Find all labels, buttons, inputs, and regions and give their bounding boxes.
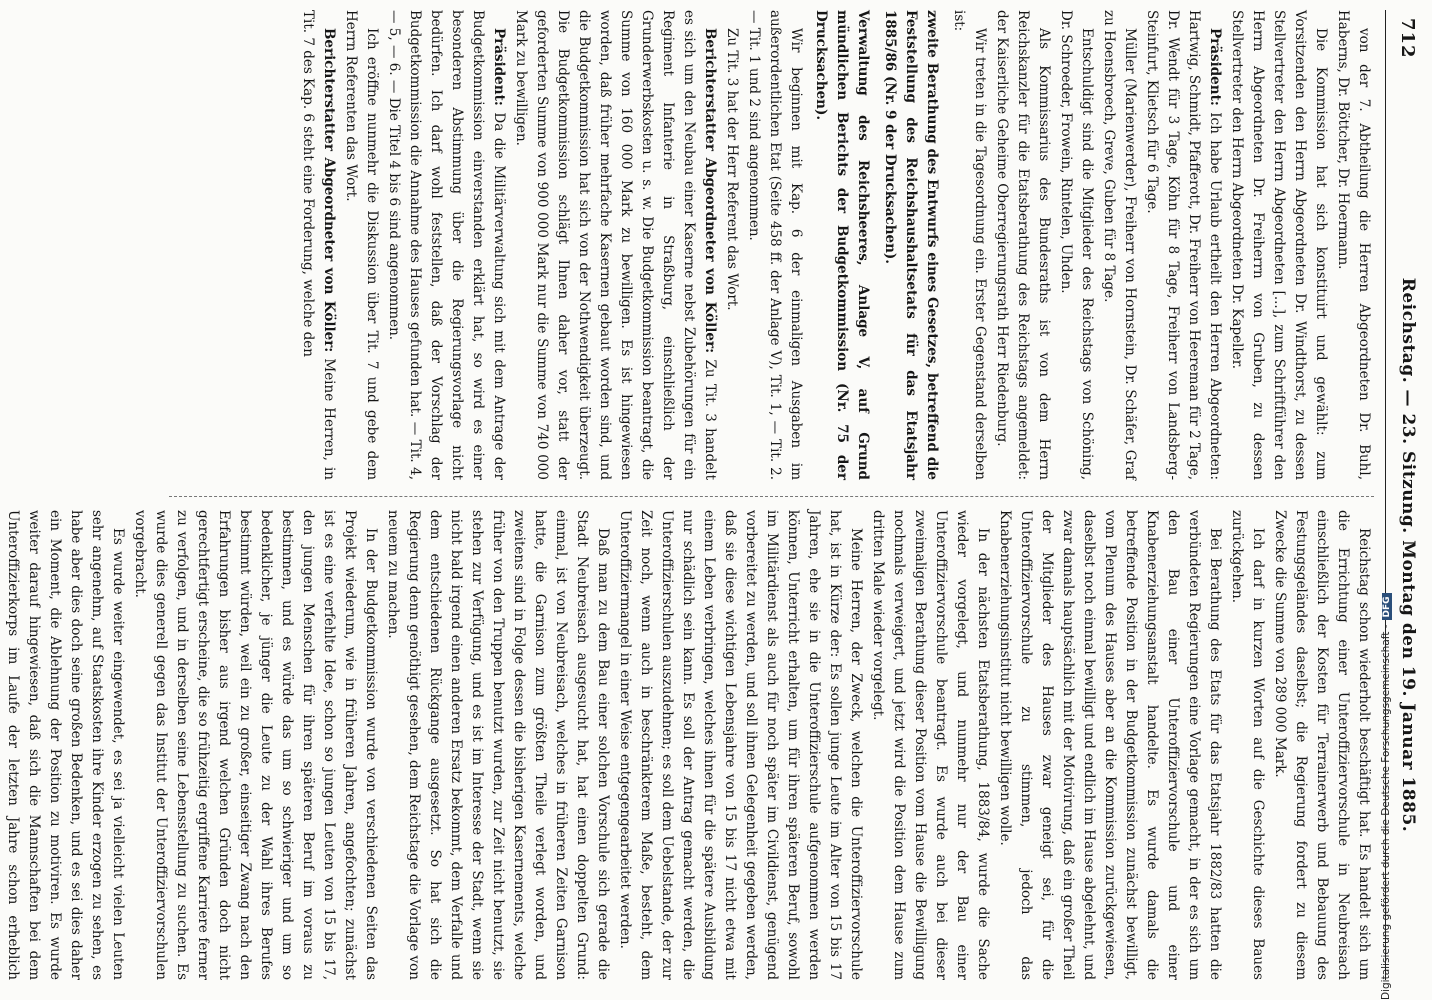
paragraph-text: Ich habe Urlaub ertheilt den Herren Abgeordneten: Hartwig, Schmidt, Pfafferott, Dr. Freiherr von Heereman für 2 Tage, Dr. Wendt für 3 Tage, Köhn für 8 Tage, Freiherr von Landsberg-Steinfurt, Klietsch für 6 Tage. (1144, 10, 1223, 480)
paragraph-text: Zu Tit. 3 hat der Herr Referent das Wort. (724, 28, 740, 311)
paragraph-text: Wir beginnen mit Kap. 6 der einmaligen Ausgaben im außerordentlichen Etat (Seite 458 ff. der Anlage V), Tit. 1, — Tit. 2. — Tit. 1 und 2 sind angenommen. (746, 10, 804, 480)
digitization-credit (1380, 593, 1392, 1000)
paragraph-text: Da die Militärverwaltung sich mit dem Antrage der Budgetkommission einverstanden erklärt hat, so wird es einer besonderen Abstimmung über die Regierungsvorlage nicht bedürfen. Ich darf wohl feststellen, daß der Vorschlag der Budgetkommission die Annahme des Hauses gefunden hat. — Tit. 4, — 5, — 6. — Die Titel 4 bis 6 sind angenommen. (386, 10, 507, 481)
speaker-name: Berichterstatter Abgeordneter von Köller: (702, 28, 718, 354)
paragraph-text: Zu Tit. 3 handelt es sich um den Neubau einer Kaserne nebst Zubehörungen für ein Regiment Infanterie in Straßburg, einschließlich der Grunderwerbskosten u. s. w. Die Budgetkommission beantragt, die Summe von 160 000 Mark zu bewilligen. Es ist hingewiesen worden, daß früher mehrfache Kasernen gebaut worden sind, und die Budgetkommission hat sich von der Nothwendigkeit überzeugt. Die Budgetkommission schlägt Ihnen daher vor, statt der geforderten Summe von 900 000 Mark nur die Summe von 740 000 Mark zu bewilligen. (513, 10, 718, 480)
speaker-name: Präsident: (1207, 28, 1223, 106)
running-header: Reichstag. — 23. Sitzung. Montag den 19. Januar 1885. (1398, 277, 1418, 833)
paragraph-text: Bei Berathung des Etats für das Etatsjahr 1882/83 hatten die verbündeten Regierungen eine Vorlage gemacht, in der es sich um den Bau einer Unteroffiziervorschule und einer Knabenerziehungsanstalt handelte. Es wurde damals die betreffende Position in der Budgetkommission zunächst bewilligt, vom Plenum des Hauses aber an die Kommission zurückgewiesen, daselbst noch einmal bewilligt und endlich im Hause abgelehnt, und zwar damals hauptsächlich mit der Motivirung, daß ein großer Theil der Mitglieder des Hauses zwar geneigt sei, für die Unteroffiziervorschule zu stimmen, jedoch das Knabenerziehungsinstitut nicht bewilligen wolle. (997, 510, 1223, 980)
paragraph (510, 10, 720, 480)
paragraph (382, 510, 613, 980)
text-column-right (5, 510, 1374, 980)
paragraph (994, 510, 1225, 980)
column-divider (169, 496, 1374, 497)
paragraph (1141, 10, 1225, 480)
paragraph (991, 10, 1054, 480)
paragraph (1098, 10, 1140, 480)
paragraph (1269, 510, 1374, 980)
rotated-page-frame (5, 0, 1426, 1000)
section-heading: zweite Berathung des Entwurfs eines Gesetzes, betreffend die Feststellung des Reichshaushaltsetats für das Etatsjahr 1885/86 (Nr. 9 der Drucksachen). (882, 10, 940, 480)
speaker-name: Berichterstatter Abgeordneter von Köller: (321, 28, 337, 353)
paragraph-text: Müller (Marienwerder), Freiherr von Hornstein, Dr. Schäfer, Graf zu Hoensbroech, Greve, Guben für 8 Tage. (1101, 10, 1138, 480)
paragraph-text: Als Kommissarius des Bundesraths ist von dem Herrn Reichskanzler für die Etatsberathung des Reichstags angemeldet: der Kaiserliche Geheime Oberregierungsrath Herr Riedenburg. (994, 10, 1052, 480)
paragraph (297, 10, 339, 480)
paragraph-text: Es wurde weiter eingewendet, es sei ja vielleicht vielen Leuten sehr angenehm, auf Staatskosten ihre Kinder erzogen zu sehen, es habe aber dies doch seine großen Bedenken, und es sei dies daher ein Moment, die Ablehnung der Position zu motiviren. Es wurde weiter darauf hingewiesen, daß sich die Mannschaften bei dem Unteroffizierkorps im Laufe der letzten Jahre schon erheblich (5, 510, 126, 980)
paragraph-text: Daß man zu dem Bau einer solchen Vorschule sich gerade die Stadt Neubreisach ausgesucht hat, hat einen doppelten Grund: einmal, ist von Neubreisach, welches in früheren Zeiten Garnison hatte, die Garnison zum größten Theile verlegt worden, und zweitens sind in Folge dessen die bisherigen Kasernements, welche früher von den Truppen benutzt wurden, zur Zeit nicht benutzt, sie stehen zur Verfügung, und es ist im Interesse der Stadt, wenn sie nicht bald irgend einen anderen Ersatz bekommt, dem Verfalle und dem entschiedenen Rückgange ausgesetzt. So hat sich die Regierung denn genöthigt gesehen, dem Reichstage die Vorlage von neuem zu machen. (385, 510, 611, 980)
paragraph (383, 10, 509, 480)
paragraph (1226, 510, 1268, 980)
paragraph (614, 510, 866, 980)
paragraph (1332, 10, 1374, 480)
paragraph (340, 10, 382, 480)
paragraph (743, 10, 806, 480)
paragraph-text: Ich eröffne nunmehr die Diskussion über Tit. 7 und gebe dem Herrn Referenten das Wort. (343, 10, 380, 480)
paragraph-text: Ich darf in kurzen Worten auf die Geschichte dieses Baues zurückgehen. (1229, 510, 1266, 980)
paragraph (0, 510, 128, 980)
dfg-logo: DFG (1382, 593, 1392, 620)
paragraph-text: In der Budgetkommission wurde von verschiedenen Seiten das Projekt wiederum, wie in früheren Jahren, angefochten; zunächst ist es eine verfehlte Idee, schon so jungen Leuten von 15 bis 17, den jungen Menschen für ihren späteren Beruf im voraus zu bestimmen, und es würde das um so schwieriger und um so bedenklicher, je jünger die Leute zu der Wahl ihres Berufes bestimmt würden, weil ein zu großer, einseitiger Zwang nach den Erfahrungen bisher aus irgend welchen Gründen doch nicht gerechtfertigt erscheine, die so frühzeitig ergriffene Karriere ferner zu verfolgen, und in derselben seine Lebensstellung zu suchen. Es wurde dies generell gegen das Institut der Unteroffiziervorschulen vorgebracht. (132, 510, 379, 980)
text-column-left (169, 10, 1374, 480)
paragraph-text: Entschuldigt sind die Mitglieder des Reichstags von Schöning, Dr. Schroeder, Frowein, Rintelen, Uhden. (1058, 10, 1095, 480)
page-number: 712 (1397, 18, 1418, 59)
paragraph-text: Meine Herren, der Zweck, welchen die Unteroffiziervorschule hat, ist in Kürze der: Es sollen junge Leute im Alter von 15 bis 17 Jahren, ehe sie in die Unteroffizierschule aufgenommen werden können, Unterricht erhalten, um für ihren späteren Beruf, sowohl im Militärdienst als auch für noch später im Civildienst, genügend vorbereitet zu werden, und soll ihnen Gelegenheit gegeben werden, daß sie diese wichtigen Lebensjahre von 15 bis 17 nicht etwa mit einem Leben verbringen, welches ihnen für die spätere Ausbildung nur schädlich sein kann. Es soll der Antrag gemacht werden, die Unteroffizierschulen auszudehnen; es soll dem Uebelstande, der zur Zeit noch, wenn auch in beschränkterem Maße, besteht, dem Unteroffiziermangel in einer Weise entgegengearbeitet werden. (617, 510, 864, 980)
paragraph (1226, 10, 1331, 480)
document-page (5, 10, 1418, 980)
digitization-credit-text: Digitalisierung gefördert durch die Deutsche Forschungsgemeinschaft - (1380, 624, 1392, 1000)
paragraph (721, 10, 742, 480)
paragraph-text: von der 7. Abtheilung die Herren Abgeordneten Dr. Buhl, Haberns, Dr. Böttcher, Dr. Hoermann. (1335, 10, 1372, 480)
paragraph-text: In der nächsten Etatsberathung, 1883/84, wurde die Sache wieder vorgelegt, und nunmehr nur der Bau einer Unteroffiziervorschule beantragt. Es wurde auch bei dieser zweimaligen Berathung dieser Position vom Hause die Bewilligung nochmals verweigert, und jetzt wird die Position dem Hause zum dritten Male wieder vorgelegt. (870, 510, 991, 980)
paragraph-text: Die Kommission hat sich konstituirt und gewählt: zum Vorsitzenden den Herrn Abgeordneten Dr. Windthorst, zu dessen Stellvertreter den Herrn Abgeordneten [...], zum Schriftführer den Herrn Abgeordneten Dr. Freiherrn von Gruben, zu dessen Stellvertreter den Herrn Abgeordneten Dr. Kapeller. (1229, 10, 1329, 480)
speaker-name: Präsident: (491, 28, 507, 106)
paragraph (867, 510, 993, 980)
section-heading: Verwaltung des Reichsheeres, Anlage V, auf Grund mündlichen Berichts der Budgetkommission (Nr. 75 der Drucksachen). (813, 10, 871, 480)
paragraph-text: Meine Herren, in Tit. 7 des Kap. 6 steht eine Forderung, welche den (300, 10, 337, 480)
paragraph (129, 510, 381, 980)
paragraph (1055, 10, 1097, 480)
paragraph-text: Reichstag schon wiederholt beschäftigt hat. Es handelt sich um die Errichtung einer Unteroffiziervorschule in Neubreisach einschließlich der Kosten für Terrainerwerb und Bebauung des Festungsgeländes daselbst; die Regierung fordert zu diesem Zwecke die Summe von 289 000 Mark. (1272, 510, 1372, 980)
paragraph-text: Wir treten in die Tagesordnung ein. Erster Gegenstand derselben ist: (951, 10, 988, 480)
paragraph (948, 10, 990, 480)
